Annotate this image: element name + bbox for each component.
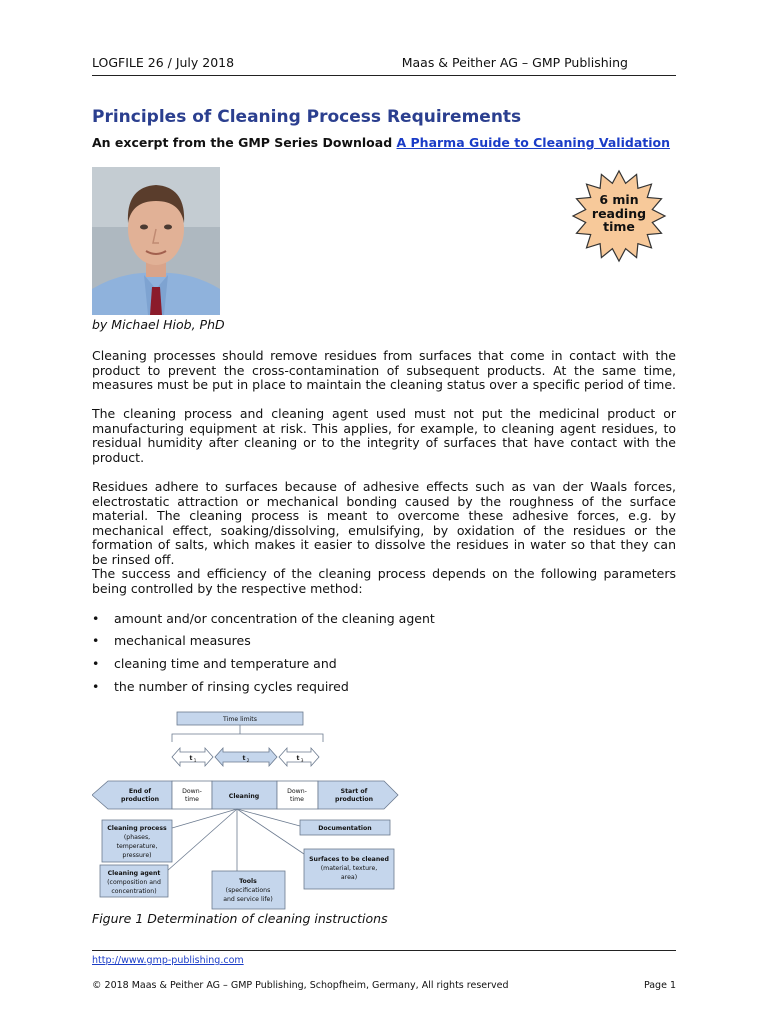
bullet-icon: • [92,656,100,671]
article-title: Principles of Cleaning Process Requirements [92,107,522,127]
cleaning-process-line-1: Cleaning process [107,825,167,832]
t1-arrow [172,748,213,766]
subtitle-prefix: An excerpt from the GMP Series Download [92,135,397,150]
end-of-production-box [92,781,172,809]
cleaning-label: Cleaning [228,793,260,800]
downtime-left-box [172,781,212,809]
list-item-text: cleaning time and temperature and [114,656,337,671]
t2-label: t [242,755,246,762]
cleaning-process-line-2: (phases, [123,834,151,841]
end-of-production-line-1: End of [128,788,152,795]
cleaning-agent-line-1: Cleaning agent [107,870,161,877]
tools-line-1: Tools [239,878,257,885]
footer-copyright: © 2018 Maas & Peither AG – GMP Publishing, Schopfheim, Germany, All rights reserved [92,980,509,991]
time-limits-label: Time limits [223,716,257,723]
paragraph-3: Residues adhere to surfaces because of adhesive effects such as van der Waals forces, electrostatic attraction or mechanical bonding caused by the roughness of the surface material. The cleaning process is meant to overcome these adhesive forces, e.g. by mechanical effect, soaking/dissolving, emulsifying, by oxidation of the residues or the formation of salts, which makes it easier to dissolve the residues in water so that they can be rinsed off. [92,479,676,567]
tools-line-2: (specifications [225,887,271,894]
cleaning-agent-line-3: concentration) [111,888,157,895]
badge-line-1: 6 min [599,192,639,207]
start-of-production-line-1: Start of [340,788,368,795]
cleaning-agent-line-2: (composition and [107,879,161,886]
author-byline: by Michael Hiob, PhD [92,317,225,332]
paragraph-1: Cleaning processes should remove residues from surfaces that come in contact with the product to prevent the cross-contamination of subsequent products. At the same time, measures must be put in place to maintain the cleaning status over a specific period of time. [92,348,676,393]
cleaning-process-line-3: temperature, [116,843,158,850]
paragraph-4: The success and efficiency of the cleaning process depends on the following parameters being controlled by the respective method: [92,566,676,596]
bullet-icon: • [92,611,100,626]
author-photo [92,167,220,315]
bullet-icon: • [92,633,100,648]
footer-divider [92,950,676,951]
documentation-label: Documentation [318,825,372,832]
list-item-text: mechanical measures [114,633,251,648]
surfaces-line-1: Surfaces to be cleaned [309,856,389,863]
badge-line-3: time [603,219,635,234]
surfaces-line-3: area) [340,874,358,881]
bullet-icon: • [92,679,100,694]
list-item-text: the number of rinsing cycles required [114,679,349,694]
list-item-text: amount and/or concentration of the cleaning agent [114,611,435,626]
page-header [92,55,676,76]
surfaces-line-2: (material, texture, [320,865,378,872]
downtime-right-line-2: time [290,796,304,803]
footer-website-link[interactable]: http://www.gmp-publishing.com [92,955,244,966]
figure-caption: Figure 1 Determination of cleaning instructions [92,911,388,926]
tools-line-3: and service life) [223,896,273,903]
start-of-production-box [318,781,398,809]
page-number: Page 1 [643,980,676,991]
downtime-left-line-2: time [185,796,199,803]
downtime-right-box [277,781,318,809]
t3-label: t [296,755,300,762]
paragraph-2: The cleaning process and cleaning agent used must not put the medicinal product or manufacturing equipment at risk. This applies, for example, to cleaning agent residues, to residual humidity after cleaning or to the integrity of surfaces that have contact with the product. [92,406,676,465]
downtime-left-line-1: Down- [182,788,202,795]
cleaning-process-line-4: pressure) [122,852,152,859]
reading-time-badge [567,168,671,264]
start-of-production-line-2: production [335,796,373,803]
badge-line-2: reading [591,206,647,221]
article-subtitle [92,135,670,150]
header-left: LOGFILE 26 / July 2018 [92,55,235,70]
series-download-link[interactable]: A Pharma Guide to Cleaning Validation [396,135,671,150]
t2-subscript: 2 [246,759,250,764]
end-of-production-line-2: production [121,796,159,803]
t1-subscript: 1 [193,759,197,764]
downtime-right-line-1: Down- [287,788,307,795]
t1-label: t [189,755,193,762]
t3-subscript: 3 [300,759,304,764]
header-right: Maas & Peither AG – GMP Publishing [401,55,628,70]
cleaning-instructions-figure [92,708,402,913]
